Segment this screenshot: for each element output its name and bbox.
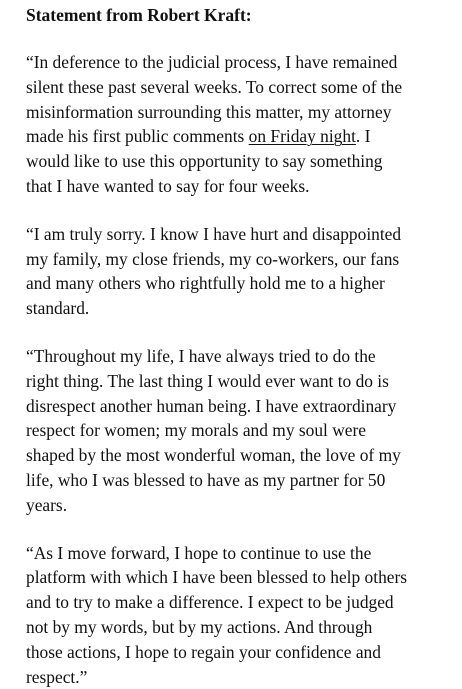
paragraph-line: shaped by the most wonderful woman, the love of my (26, 445, 401, 466)
paragraph-line: respect.” (26, 666, 88, 687)
paragraph-line: respect for women; my morals and my soul were (26, 420, 366, 441)
statement-title: Statement from Robert Kraft: (26, 5, 252, 25)
paragraph-line: platform with which I have been blessed to help others (26, 567, 408, 588)
paragraph-line: disrespect another human being. I have extraordinary (26, 395, 397, 416)
paragraph-line: standard. (26, 298, 90, 319)
paragraph-line: would like to use this opportunity to say something (26, 151, 383, 172)
paragraph-line-with-link (26, 124, 456, 149)
paragraph-line: “As I move forward, I hope to continue to use the (26, 542, 372, 563)
link-line-before: made his first public comments (26, 126, 249, 147)
paragraph-line: “In deference to the judicial process, I have remained (26, 52, 398, 72)
paragraph-line: not by my words, but by my actions. And through (26, 616, 373, 637)
statement-paragraph-4 (26, 541, 456, 689)
paragraph-line: that I have wanted to say for four weeks. (26, 175, 310, 196)
link-line-after: . I (355, 126, 371, 147)
paragraph-line: and many others who rightfully hold me to a higher (26, 273, 385, 294)
paragraph-line: “I am truly sorry. I know I have hurt and disappointed (26, 223, 402, 244)
paragraph-line: misinformation surrounding this matter, my attorney (26, 101, 392, 122)
statement-paragraph-1 (26, 50, 456, 199)
statement-paragraph-2 (26, 222, 456, 321)
paragraph-line: my family, my close friends, my co-workers, our fans (26, 248, 400, 269)
paragraph-line: years. (26, 494, 68, 515)
paragraph-line: those actions, I hope to regain your confidence and (26, 641, 381, 662)
paragraph-line: silent these past several weeks. To correct some of the (26, 76, 403, 97)
paragraph-line: right thing. The last thing I would ever want to do is (26, 370, 389, 391)
paragraph-line: life, who I was blessed to have as my partner for 50 (26, 469, 386, 490)
paragraph-line: “Throughout my life, I have always tried to do the (26, 345, 376, 366)
friday-night-link[interactable]: on Friday night (248, 126, 356, 147)
paragraph-line: and to try to make a difference. I expect to be judged (26, 592, 394, 613)
statement-paragraph-3 (26, 344, 456, 518)
statement-document (26, 3, 456, 689)
